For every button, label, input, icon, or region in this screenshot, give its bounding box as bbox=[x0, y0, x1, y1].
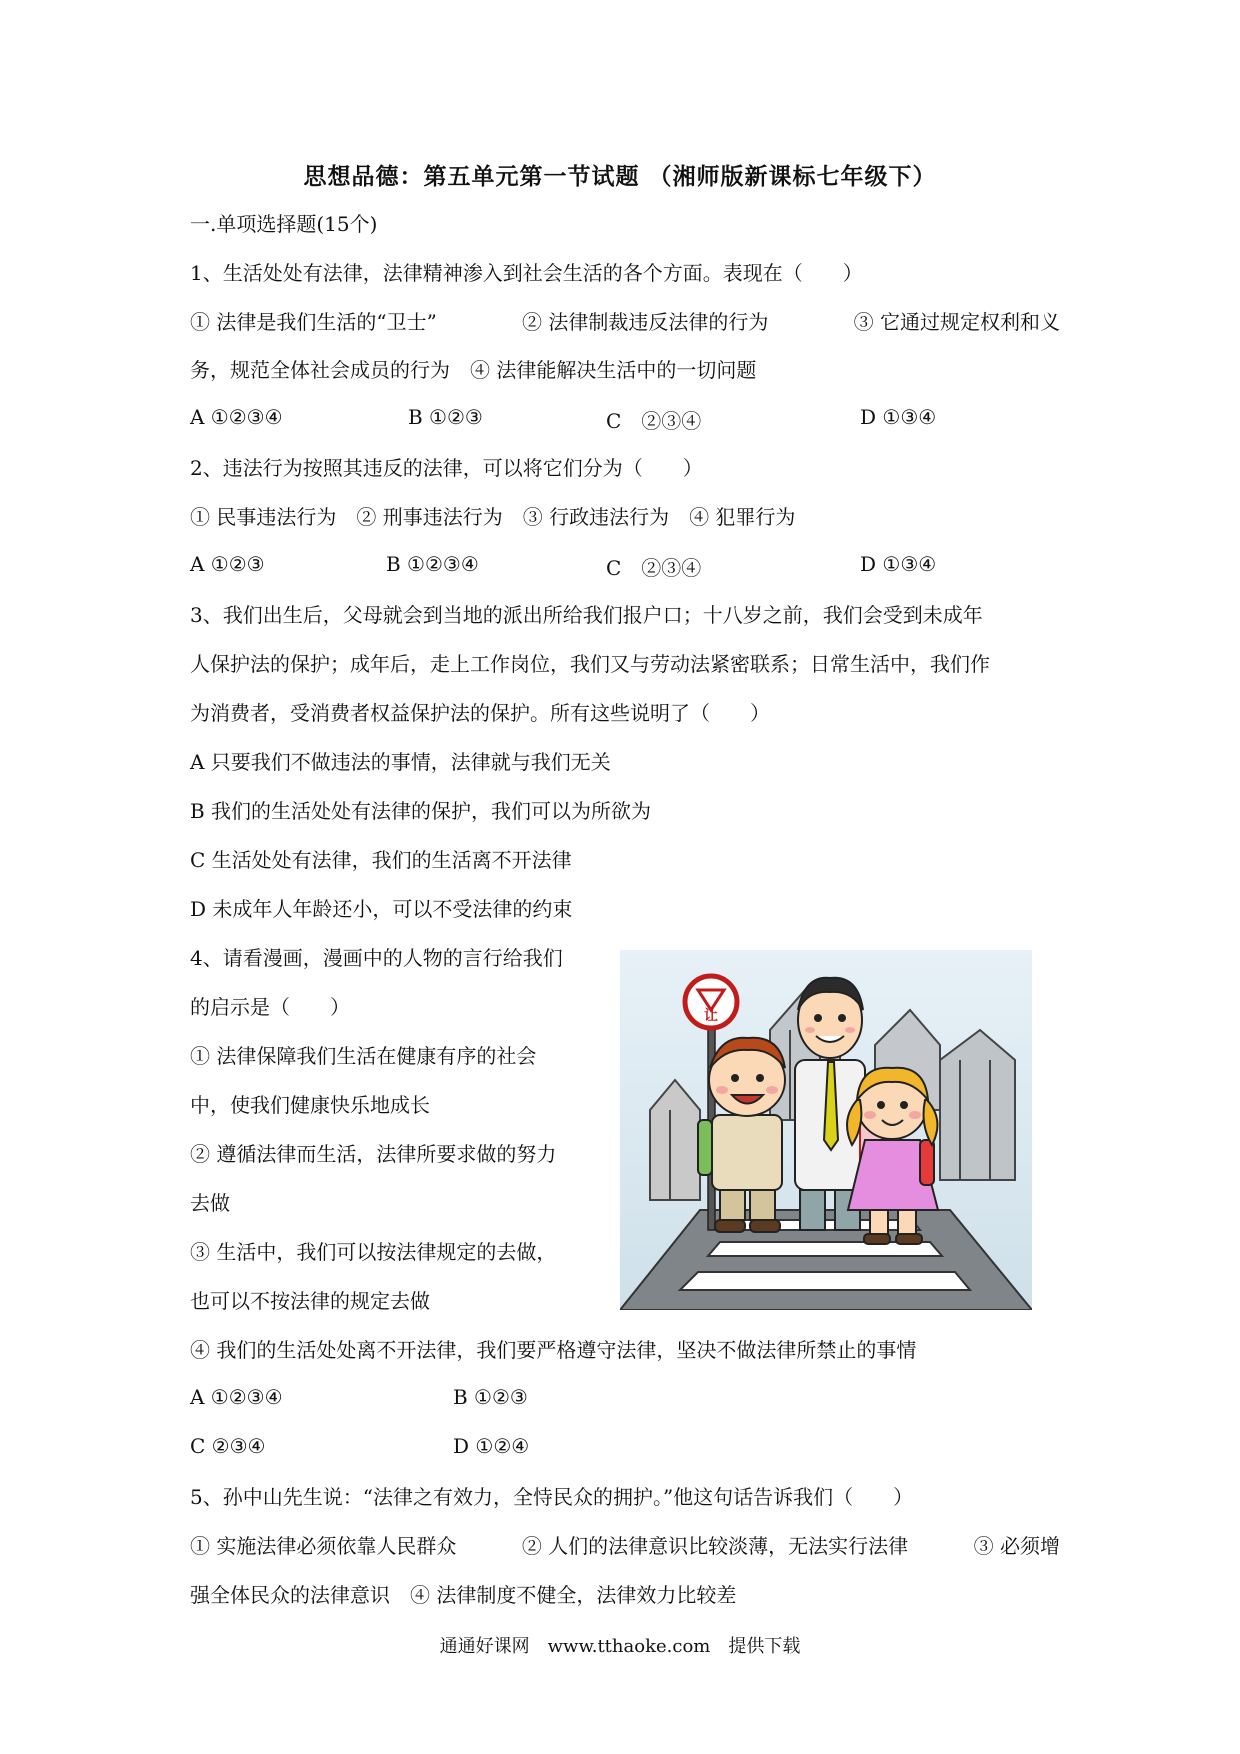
option-d: D ①③④ bbox=[860, 552, 937, 576]
section-heading: 一.单项选择题(15个) bbox=[190, 212, 378, 236]
mark-3: ③ bbox=[853, 310, 874, 334]
statement-2: 法律制裁违反法律的行为 bbox=[548, 310, 769, 334]
question-1-stem: 1、生活处处有法律，法律精神渗入到社会生活的各个方面。表现在（ ） bbox=[190, 261, 863, 285]
page-title: 思想品德：第五单元第一节试题 （湘师版新课标七年级下） bbox=[303, 164, 937, 190]
mark-2: ② bbox=[522, 310, 543, 334]
statement-2: 人们的法律意识比较淡薄，无法实行法律 bbox=[548, 1534, 909, 1558]
option-d: D ①②④ bbox=[453, 1434, 530, 1458]
question-3-stem-3: 为消费者，受消费者权益保护法的保护。所有这些说明了（ ） bbox=[190, 701, 770, 725]
question-3-option-b: B 我们的生活处处有法律的保护，我们可以为所欲为 bbox=[190, 799, 652, 823]
option-a: A ①②③④ bbox=[190, 405, 283, 429]
mark-2: ② bbox=[521, 1534, 542, 1558]
mark-3: ③ bbox=[973, 1534, 994, 1558]
question-4-stem-2: 的启示是（ ） bbox=[190, 995, 350, 1019]
question-3-stem-2: 人保护法的保护；成年后，走上工作岗位，我们又与劳动法紧密联系；日常生活中，我们作 bbox=[190, 652, 990, 676]
mark-1: ① bbox=[190, 1534, 210, 1558]
option-b: B ①②③ bbox=[453, 1385, 528, 1409]
question-3-stem-1: 3、我们出生后，父母就会到当地的派出所给我们报户口；十八岁之前，我们会受到未成年 bbox=[190, 603, 983, 627]
question-1-statement-cont: 务，规范全体社会成员的行为 ④ 法律能解决生活中的一切问题 bbox=[190, 358, 757, 382]
statement-3: 必须增 bbox=[999, 1534, 1060, 1558]
option-a: A ①②③④ bbox=[190, 1385, 283, 1409]
question-4-stem-1: 4、请看漫画，漫画中的人物的言行给我们 bbox=[190, 946, 563, 970]
question-5-statement-cont: 强全体民众的法律意识 ④ 法律制度不健全，法律效力比较差 bbox=[190, 1583, 737, 1607]
question-3-option-d: D 未成年人年龄还小，可以不受法律的约束 bbox=[190, 897, 573, 921]
option-b: B ①②③ bbox=[408, 405, 483, 429]
question-4-statement-1b: 中，使我们健康快乐地成长 bbox=[190, 1093, 430, 1117]
sign-label: 让 bbox=[704, 1008, 718, 1024]
question-2-stem: 2、违法行为按照其违反的法律，可以将它们分为（ ） bbox=[190, 456, 703, 480]
question-4-statement-3b: 也可以不按法律的规定去做 bbox=[190, 1289, 430, 1313]
question-2-statements: ① 民事违法行为 ② 刑事违法行为 ③ 行政违法行为 ④ 犯罪行为 bbox=[190, 505, 796, 529]
option-a: A ①②③ bbox=[190, 552, 265, 576]
option-c: C ②③④ bbox=[606, 556, 702, 580]
question-4-statement-4: ④ 我们的生活处处离不开法律，我们要严格遵守法律，坚决不做法律所禁止的事情 bbox=[190, 1338, 917, 1362]
question-4-statement-2a: ② 遵循法律而生活，法律所要求做的努力 bbox=[190, 1142, 557, 1166]
page-footer: 通通好课网 www.tthaoke.com 提供下载 bbox=[439, 1636, 801, 1657]
statement-1: 法律是我们生活的“卫士” bbox=[216, 310, 437, 334]
option-c: C ②③④ bbox=[190, 1434, 266, 1458]
option-c: C ②③④ bbox=[606, 409, 702, 433]
mark-1: ① bbox=[190, 310, 210, 334]
question-1-statement-line bbox=[190, 308, 1060, 336]
question-3-option-c: C 生活处处有法律，我们的生活离不开法律 bbox=[190, 848, 572, 872]
question-4-statement-1a: ① 法律保障我们生活在健康有序的社会 bbox=[190, 1044, 537, 1068]
option-b: B ①②③④ bbox=[386, 552, 479, 576]
traffic-law-cartoon-illustration bbox=[620, 950, 1032, 1310]
question-3-option-a: A 只要我们不做违法的事情，法律就与我们无关 bbox=[190, 750, 611, 774]
question-4-statement-3a: ③ 生活中，我们可以按法律规定的去做， bbox=[190, 1240, 557, 1264]
statement-1: 实施法律必须依靠人民群众 bbox=[216, 1534, 457, 1558]
question-4-statement-2b: 去做 bbox=[190, 1191, 230, 1215]
statement-3: 它通过规定权利和义 bbox=[880, 310, 1060, 334]
question-5-stem: 5、孙中山先生说：“法律之有效力，全恃民众的拥护。”他这句话告诉我们（ ） bbox=[190, 1485, 914, 1509]
option-d: D ①③④ bbox=[860, 405, 937, 429]
question-5-statement-line bbox=[190, 1532, 1060, 1560]
